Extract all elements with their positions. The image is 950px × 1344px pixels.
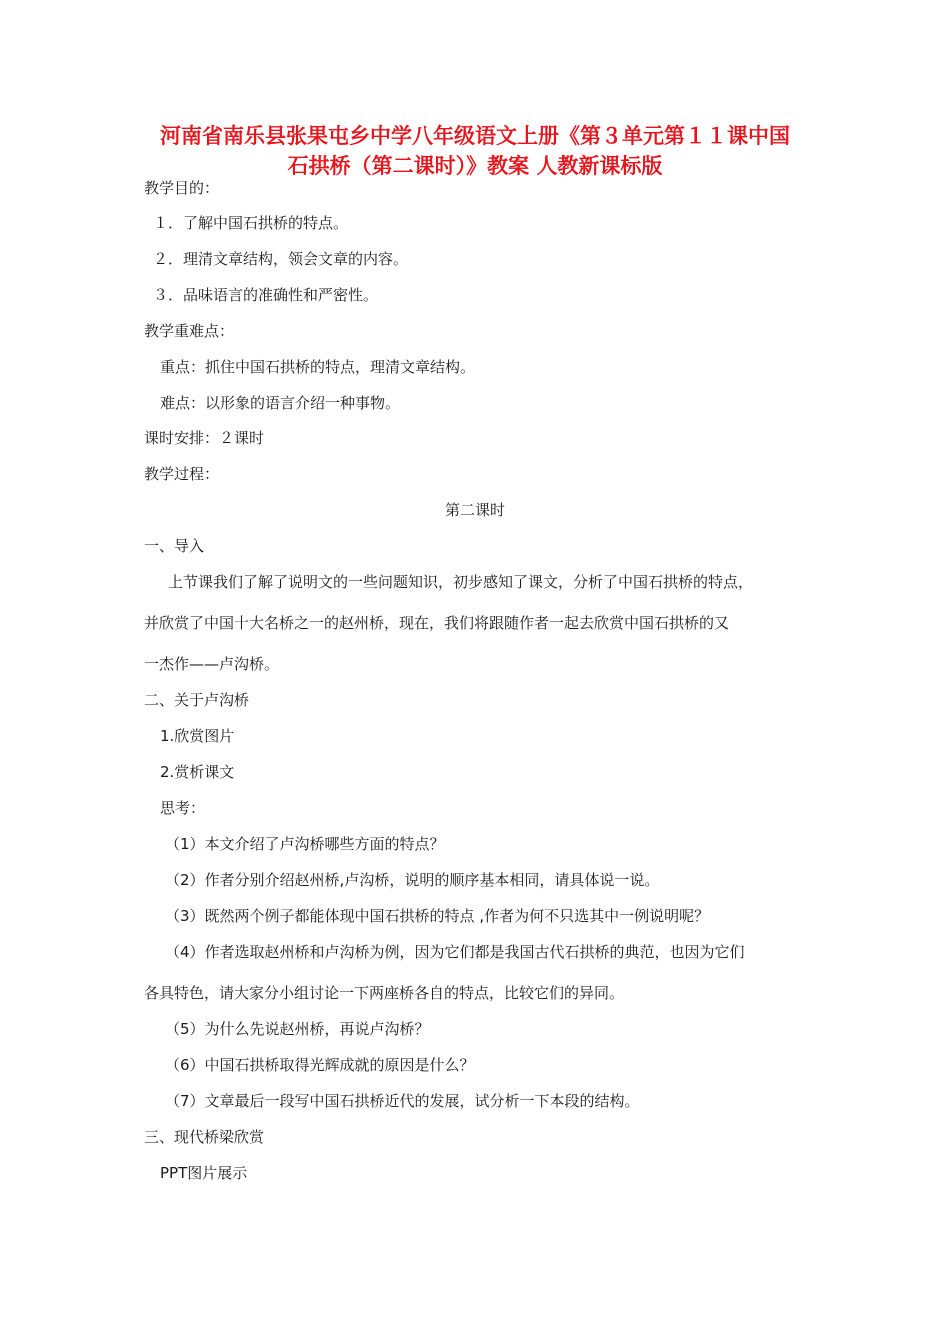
objective-item-1: １．了解中国石拱桥的特点。 <box>153 214 349 232</box>
question-4-line-2: 各具特色，请大家分小组讨论一下两座桥各自的特点，比较它们的异同。 <box>144 984 625 1002</box>
section-heading-lugou-bridge: 二、关于卢沟桥 <box>144 691 250 709</box>
question-3: （3）既然两个例子都能体现中国石拱桥的特点 ,作者为何不只选其中一例说明呢？ <box>165 907 710 925</box>
schedule-line: 课时安排：２课时 <box>144 429 265 447</box>
intro-paragraph-line-1: 上节课我们了解了说明文的一些问题知识，初步感知了课文，分析了中国石拱桥的特点， <box>168 573 754 591</box>
objective-item-2: ２．理清文章结构，领会文章的内容。 <box>153 250 409 268</box>
step-item-1: 1.欣赏图片 <box>160 727 235 745</box>
title-line-2: 石拱桥（第二课时）》教案 人教新课标版 <box>287 154 663 178</box>
thinking-label: 思考： <box>160 799 206 817</box>
ppt-display-line: PPT图片展示 <box>160 1164 248 1182</box>
section-heading-process: 教学过程： <box>144 465 220 483</box>
difficult-point: 难点：以形象的语言介绍一种事物。 <box>160 394 401 412</box>
section-heading-intro: 一、导入 <box>144 537 205 555</box>
question-5: （5）为什么先说赵州桥，再说卢沟桥？ <box>165 1020 430 1038</box>
question-7: （7）文章最后一段写中国石拱桥近代的发展，试分析一下本段的结构。 <box>165 1092 640 1110</box>
section-heading-objectives: 教学目的： <box>144 179 220 197</box>
question-4-line-1: （4）作者选取赵州桥和卢沟桥为例，因为它们都是我国古代石拱桥的典范，也因为它们 <box>165 943 745 961</box>
intro-paragraph-line-2: 并欣赏了中国十大名桥之一的赵州桥，现在，我们将跟随作者一起去欣赏中国石拱桥的又 <box>144 614 730 632</box>
objective-item-3: ３．品味语言的准确性和严密性。 <box>153 286 379 304</box>
document-title <box>120 121 830 181</box>
lesson-subtitle: 第二课时 <box>444 501 505 519</box>
section-heading-modern-bridges: 三、现代桥梁欣赏 <box>144 1128 265 1146</box>
question-1: （1）本文介绍了卢沟桥哪些方面的特点？ <box>165 835 445 853</box>
key-point: 重点：抓住中国石拱桥的特点，理清文章结构。 <box>160 358 476 376</box>
section-heading-key-points: 教学重难点： <box>144 322 235 340</box>
step-item-2: 2.赏析课文 <box>160 763 235 781</box>
question-2: （2）作者分别介绍赵州桥,卢沟桥，说明的顺序基本相同，请具体说一说。 <box>165 871 660 889</box>
question-6: （6）中国石拱桥取得光辉成就的原因是什么？ <box>165 1056 475 1074</box>
title-line-1: 河南省南乐县张果屯乡中学八年级语文上册《第３单元第１１课中国 <box>160 124 790 148</box>
intro-paragraph-line-3: 一杰作——卢沟桥。 <box>144 655 280 673</box>
